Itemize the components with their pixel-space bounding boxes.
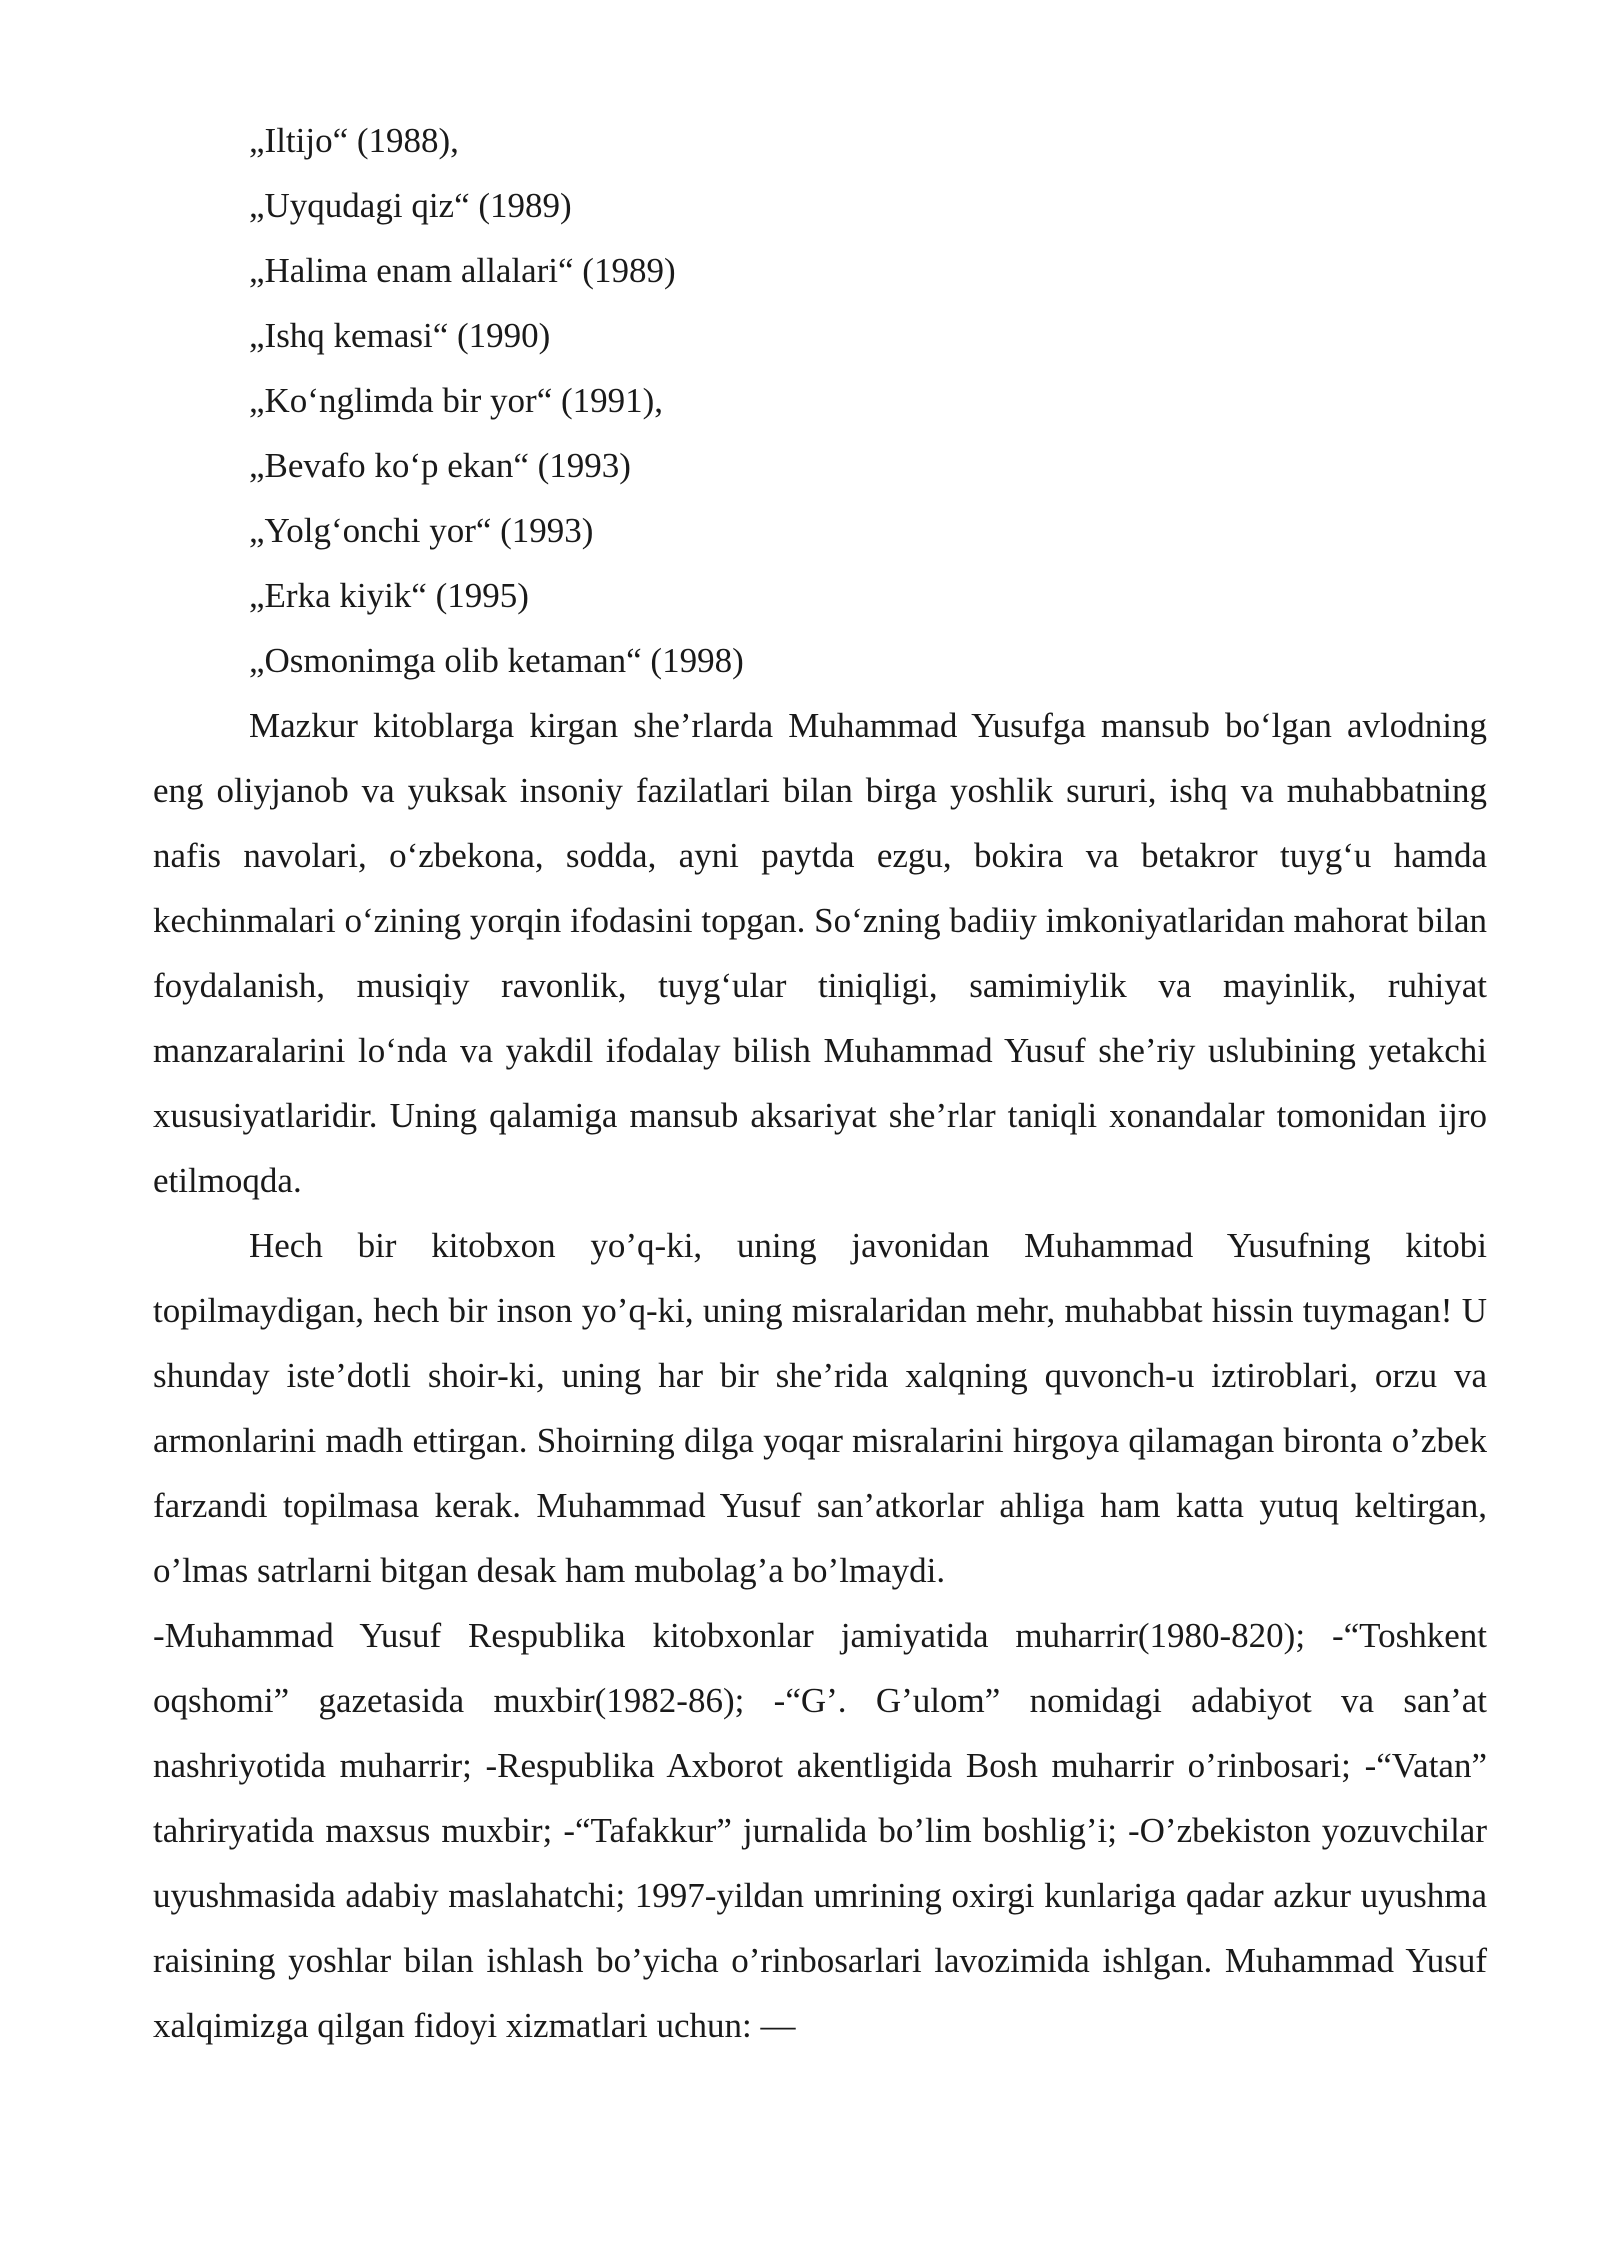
book-item: „Ishq kemasi“ (1990) xyxy=(249,316,551,355)
paragraph-poetry-style: Mazkur kitoblarga kirgan she’rlarda Muhammad Yusufga mansub boʻlgan avlodning eng oliyjanob va yuksak insoniy fazilatlari bilan birga yoshlik sururi, ishq va muhabbatning nafis navolari, oʻzbekona, sodda, ayni paytda ezgu, bokira va betakror tuygʻu hamda kechinmalari oʻzining yorqin ifodasini topgan. Soʻzning badiiy imkoniyatlaridan mahorat bilan foydalanish, musiqiy ravonlik, tuygʻular tiniqligi, samimiylik va mayinlik, ruhiyat manzaralarini loʻnda va yakdil ifodalay bilish Muhammad Yusuf she’riy uslubining yetakchi xususiyatlaridir. Uning qalamiga mansub aksariyat she’rlar taniqli xonandalar tomonidan ijro etilmoqda. xyxy=(153,706,1487,1200)
paragraph-career: -Muhammad Yusuf Respublika kitobxonlar jamiyatida muharrir(1980-820); -“Toshkent oqshomi” gazetasida muxbir(1982-86); -“G’. G’ulom” nomidagi adabiyot va san’at nashriyotida muharrir; -Respublika Axborot akentligida Bosh muharrir o’rinbosari; -“Vatan” tahriryatida maxsus muxbir; -“Tafakkur” jurnalida bo’lim boshlig’i; -O’zbekiston yozuvchilar uyushmasida adabiy maslahatchi; 1997-yildan umrining oxirgi kunlariga qadar azkur uyushma raisining yoshlar bilan ishlash bo’yicha o’rinbosarlari lavozimida ishlgan. Muhammad Yusuf xalqimizga qilgan fidoyi xizmatlari uchun: — xyxy=(153,1616,1487,2045)
book-item: „Iltijo“ (1988), xyxy=(249,121,459,160)
book-item: „Yolgʻonchi yor“ (1993) xyxy=(249,511,594,550)
book-list xyxy=(153,108,1487,693)
document-body xyxy=(153,108,1487,2058)
book-item: „Koʻnglimda bir yor“ (1991), xyxy=(249,381,664,420)
paragraph-reader-love: Hech bir kitobxon yo’q-ki, uning javonidan Muhammad Yusufning kitobi topilmaydigan, hech bir inson yo’q-ki, uning misralaridan mehr, muhabbat hissin tuymagan! U shunday iste’dotli shoir-ki, uning har bir she’rida xalqning quvonch-u iztiroblari, orzu va armonlarini madh ettirgan. Shoirning dilga yoqar misralarini hirgoya qilamagan bironta o’zbek farzandi topilmasa kerak. Muhammad Yusuf san’atkorlar ahliga ham katta yutuq keltirgan, o’lmas satrlarni bitgan desak ham mubolag’a bo’lmaydi. xyxy=(153,1226,1487,1590)
book-item: „Osmonimga olib ketaman“ (1998) xyxy=(249,641,744,680)
book-item: „Uyqudagi qiz“ (1989) xyxy=(249,186,572,225)
book-item: „Halima enam allalari“ (1989) xyxy=(249,251,676,290)
book-item: „Bevafo koʻp ekan“ (1993) xyxy=(249,446,631,485)
book-item: „Erka kiyik“ (1995) xyxy=(249,576,529,615)
